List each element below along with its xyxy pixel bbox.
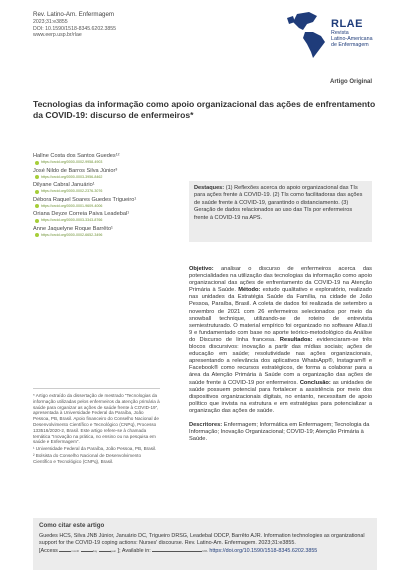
author-name: Anne Jaquelyne Roque Barrêto¹ — [33, 225, 113, 232]
highlights-label: Destaques: — [194, 185, 225, 191]
orcid-link[interactable]: https://orcid.org/0000-0001-9609-4006 — [33, 204, 168, 209]
logo-line2: Latino-Americana — [331, 36, 373, 42]
orcid-icon — [35, 204, 39, 208]
journal-name: Rev. Latino-Am. Enfermagem — [33, 11, 115, 18]
orcid-link[interactable]: https://orcid.org/0000-0002-9958-4903 — [33, 160, 168, 165]
logo-line3: de Enfermagem — [331, 42, 369, 48]
orcid-icon — [35, 175, 39, 179]
orcid-icon — [35, 161, 39, 165]
url-sub: URL — [202, 549, 208, 554]
doi-link[interactable]: https://doi.org/10.1590/1518-8345.6202.3855 — [209, 548, 318, 555]
year-blank — [99, 547, 111, 552]
orcid-icon — [35, 190, 39, 194]
method-text: estudo qualitativo e exploratório, realizado nas unidades da Estratégia Saúde da Família, na cidade de João Pessoa, Paraíba, Brasil. A coleta de dados foi realizada de setembro a novembro de 2021 com 26 enfermeiros selecionados por meio da snowball technique, utilizando-se de roteiro de entrevista semiestruturado. O material empírico foi organizado no software Atlas.ti 9 e fundamentado com base no aporte teórico-metodológico da Análise do Discurso de linha francesa. — [189, 287, 372, 343]
article-title: Tecnologias da informação como apoio organizacional das ações de enfrentamento da COVID-19: discurso de enfermeiros* — [33, 99, 376, 121]
highlights-text: (1) Reflexões acerca do apoio organizacional das TIs para ações frente à COVID-19. (2) TIs como facilitadoras das ações de saúde frente à COVID-19, garantindo o distanciamento. (3) Geração de dados relacionados ao uso das TIs por enfermeiros frente à COVID-19 na APS. — [194, 185, 363, 221]
day-sub: day — [92, 549, 98, 554]
journal-header — [33, 12, 116, 39]
year-issue: 2023;31:e3855 — [33, 19, 68, 26]
access-label: [Access — [39, 548, 58, 555]
citation-title: Como citar este artigo — [39, 522, 105, 529]
author-item — [33, 197, 168, 209]
footnote: * Artigo extraído da dissertação de mestrado “Tecnologias da informação utilizadas pelos enfermeiros da atenção primária à saúde para organizar as ações de saúde frente à COVID-19”, apresentada à Universidade Federal da Paraíba, João Pessoa, PB, Brasil. Apoio financeiro do Conselho Nacional de Desenvolvimento Científico e Tecnológico (CNPq), Processo 133516/2020-2, Brasil. Este artigo refere-se à chamada temática “Inovação na prática, no ensino ou na pesquisa em saúde e Enfermagem”. — [33, 393, 160, 445]
author-item — [33, 211, 168, 223]
orcid-link[interactable]: https://orcid.org/0000-0003-3956-8462 — [33, 175, 168, 180]
url-blank — [152, 547, 202, 552]
available-label: ]; Available in: — [117, 548, 151, 555]
doi-line: DOI: 10.1590/1518-8345.6202.3855 — [33, 25, 117, 32]
author-name: Dilyane Cabral Januário¹ — [33, 182, 95, 188]
americas-map-icon — [283, 12, 335, 58]
rlae-logo — [283, 12, 383, 68]
orcid-icon — [35, 219, 39, 223]
author-list — [33, 153, 168, 240]
method-label: Método: — [238, 287, 261, 294]
citation-box — [33, 518, 377, 570]
objective-label: Objetivo: — [189, 266, 214, 272]
article-type: Artigo Original — [330, 79, 372, 85]
results-label: Resultados: — [279, 336, 313, 343]
month-blank — [59, 547, 71, 552]
orcid-link[interactable]: https://orcid.org/0000-0002-6652-3496 — [33, 233, 168, 238]
author-item — [33, 153, 168, 165]
descriptors-text: Enfermagem; Informática em Enfermagem; Tecnologia da Informação; Inovação Organizacional; COVID-19; Atenção Primária à Saúde. — [189, 422, 370, 443]
footnote: ¹ Universidade Federal da Paraíba, João Pessoa, PB, Brasil. — [33, 446, 157, 452]
descriptors — [189, 422, 372, 443]
citation-text — [39, 533, 371, 556]
day-blank — [81, 547, 93, 552]
orcid-link[interactable]: https://orcid.org/0000-0002-2376-3076 — [33, 189, 168, 194]
citation-body: Guedes HCS, Silva JNB Júnior, Januário DC, Trigueiro DRSG, Leadebal ODCP, Barrêto AJR. Information technologies as organizational support for the COVID-19 coping actions: Nurses' discourse. Rev. Latino-Am. Enfermagem. 2023;31:e3855. — [39, 533, 365, 547]
author-item — [33, 226, 168, 238]
objective-text: analisar o discurso de enfermeiros acerca das potencialidades na utilização das tecnologias da informação como apoio organizacional das ações de enfrentamento da COVID-19 na Atenção Primária à Saúde. — [189, 266, 372, 294]
author-item — [33, 182, 168, 194]
descriptors-label: Descritores: — [189, 422, 223, 428]
conclusion-text: as unidades de saúde possuem potencial para fortalecer a assistência por meio dos dispositivos organizacionais digitais, no entanto, necessitam de apoio político que invista na estrutura e em estratégias para potencializar a organização das ações de saúde. — [189, 379, 372, 414]
logo-line1: Revista — [331, 30, 349, 36]
author-name: José Nildo de Barros Silva Júnior³ — [33, 167, 118, 174]
author-name: Oriana Deyze Correia Paiva Leadebal¹ — [33, 211, 130, 217]
year-sub: year — [110, 549, 117, 554]
month-sub: month — [71, 549, 80, 554]
orcid-icon — [35, 233, 39, 237]
logo-acronym: RLAE — [331, 18, 363, 30]
footnote: ² Bolsista do Conselho Nacional de Desenvolvimento Científico e Tecnológico (CNPq), Brasil. — [33, 452, 142, 464]
journal-url[interactable]: www.eerp.usp.br/rlae — [33, 32, 82, 39]
author-name: Hallne Costa dos Santos Guedes¹² — [33, 153, 120, 159]
abstract — [189, 266, 372, 415]
conclusion-label: Conclusão: — [299, 379, 331, 386]
results-text: evidenciaram-se três blocos discursivos: inovação a partir das mídias sociais; ações de educação em saúde; resolutividade nas ações organizacionais, apresentando a relevância dos aplicativos WhatsApp®, Instagram® e Facebook® como recursos estratégicos, de forma a colaborar para a área da Atenção Primária à Saúde com a organização das ações de saúde frente à COVID-19 por enfermeiros. — [189, 336, 372, 386]
author-item — [33, 168, 168, 180]
author-name: Débora Raquel Soares Guedes Trigueiro¹ — [33, 196, 137, 203]
footnotes — [33, 388, 160, 466]
orcid-link[interactable]: https://orcid.org/0000-0003-3343-8766 — [33, 218, 168, 223]
highlights-box — [189, 181, 372, 242]
